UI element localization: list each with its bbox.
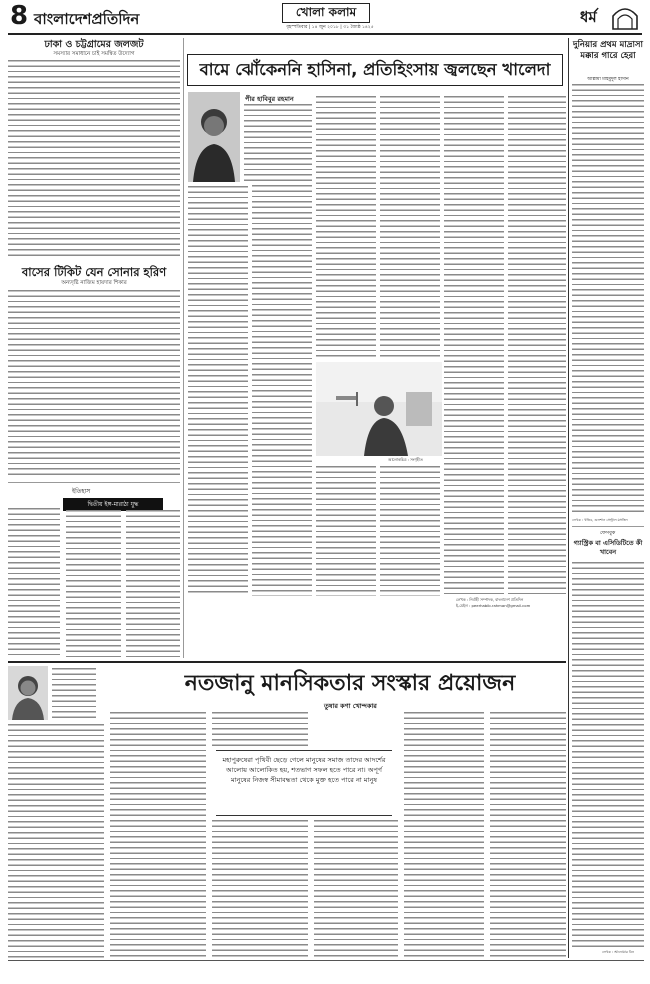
- religion-label: ধর্ম: [580, 8, 597, 26]
- bottom-text-col6: [490, 712, 566, 958]
- main-headline-box: [187, 54, 563, 86]
- main-photo: [316, 362, 442, 456]
- main-text-col4b: [380, 466, 440, 596]
- religion-byline: আল্লামা মাহমুদুল হাসান: [587, 77, 629, 82]
- page-number: 8: [10, 1, 29, 31]
- pull-quote: [216, 750, 392, 816]
- bottom-text-col2: [110, 712, 206, 958]
- facebook-label: ফেসবুক: [600, 530, 616, 536]
- bottom-author-portrait-icon: [8, 666, 48, 720]
- left-column: [8, 38, 180, 658]
- body-text-bus-ticket: [8, 290, 180, 478]
- main-text-col5: [444, 96, 504, 596]
- author-photo: [188, 92, 240, 182]
- paper-name: বাংলাদেশপ্রতিদিন: [34, 10, 140, 28]
- bottom-text-col4: [314, 820, 398, 958]
- bottom-text-intro: [52, 668, 96, 720]
- gastric-footer: লেখক : আনোয়ার বিন: [602, 950, 634, 954]
- gastric-text: [572, 562, 644, 948]
- main-text-col3b: [316, 466, 376, 596]
- bottom-headline: নতজানু মানসিকতার সংস্কার প্রয়োজন: [184, 671, 516, 696]
- bottom-byline: তুষার কণা খোন্দকার: [324, 702, 377, 710]
- bottom-text-col1: [8, 724, 104, 958]
- author-portrait-icon: [188, 92, 240, 182]
- main-footer-author: লেখক : নির্বাহী সম্পাদক, বাংলাদেশ প্রতিদিন: [456, 597, 524, 602]
- photo-caption: আলোকচিত্র : সংগৃহীত: [388, 457, 423, 462]
- main-byline: পীর হাবিবুর রহমান: [245, 95, 294, 103]
- history-text-col3: [126, 510, 180, 658]
- main-text-col3a: [316, 96, 376, 360]
- masthead: [0, 0, 650, 34]
- main-footer-email: ই-মেইল : peerhabib.rahman@gmail.com: [456, 603, 531, 608]
- main-text-col1b: [188, 186, 248, 596]
- history-text-col2: [66, 510, 121, 658]
- headline-jolojot: ঢাকা ও চট্টগ্রামের জলজট: [44, 39, 144, 50]
- speaker-photo-icon: [316, 362, 442, 456]
- headline-bus-ticket: বাসের টিকিট যেন সোনার হরিণ: [21, 265, 167, 279]
- pull-quote-text: মহাপুরুষেরা পৃথিবী ছেড়ে গেলে মানুষের সমাজ তাদের আদর্শের আলোয় আলোকিত হয়, শতভাগ সফল হতে পারে না। অপূর্ণ মানুষের নিজস্ব সীমাবদ্ধতা থেকে মুক্ত হতে পারে না মানুষ: [222, 756, 386, 784]
- religion-headline: দুনিয়ার প্রথম মাদ্রাসা মক্কার গারে হেরা: [573, 40, 643, 61]
- date-line: বৃহস্পতিবার | ১৪ জুন ২০১৮ | ৩১ জ্যৈষ্ঠ ১৪২৫: [286, 25, 374, 30]
- main-headline: বামে ঝোঁকেননি হাসিনা, প্রতিহিংসায় জ্বলছেন খালেদা: [199, 60, 551, 79]
- body-text-jolojot: [8, 60, 180, 260]
- itihas-label: ইতিহাস: [72, 488, 91, 495]
- main-text-col2: [252, 104, 312, 596]
- religion-lekhok: লেখক : খতিব, গুলশান সেন্ট্রাল মসজিদ: [572, 518, 628, 522]
- right-column: [572, 38, 644, 958]
- subhead-jolojot: সমস্যার সমাধানে চাই সমন্বিত উদ্যোগ: [53, 51, 135, 57]
- main-text-col4: [380, 96, 440, 360]
- religion-text: [572, 84, 644, 514]
- bottom-text-col5: [404, 712, 484, 958]
- history-text-col1: [8, 508, 60, 658]
- bottom-author-photo: [8, 666, 48, 720]
- bottom-text-col3b: [212, 820, 308, 958]
- main-text-col6: [508, 96, 566, 596]
- gastric-headline: গ্যাস্ট্রিক বা এসিডিটিতে কী খাবেন: [573, 539, 643, 556]
- byline-bus-ticket: অন্যদৃষ্টি নাজিম হায়দার শিকার: [61, 280, 127, 286]
- mosque-icon: [610, 4, 640, 30]
- bottom-text-col3: [212, 712, 308, 748]
- section-title: খোলা কলাম: [282, 3, 370, 23]
- history-headline: দ্বিতীয় ইঙ্গ-মারাঠা যুদ্ধ: [63, 498, 163, 511]
